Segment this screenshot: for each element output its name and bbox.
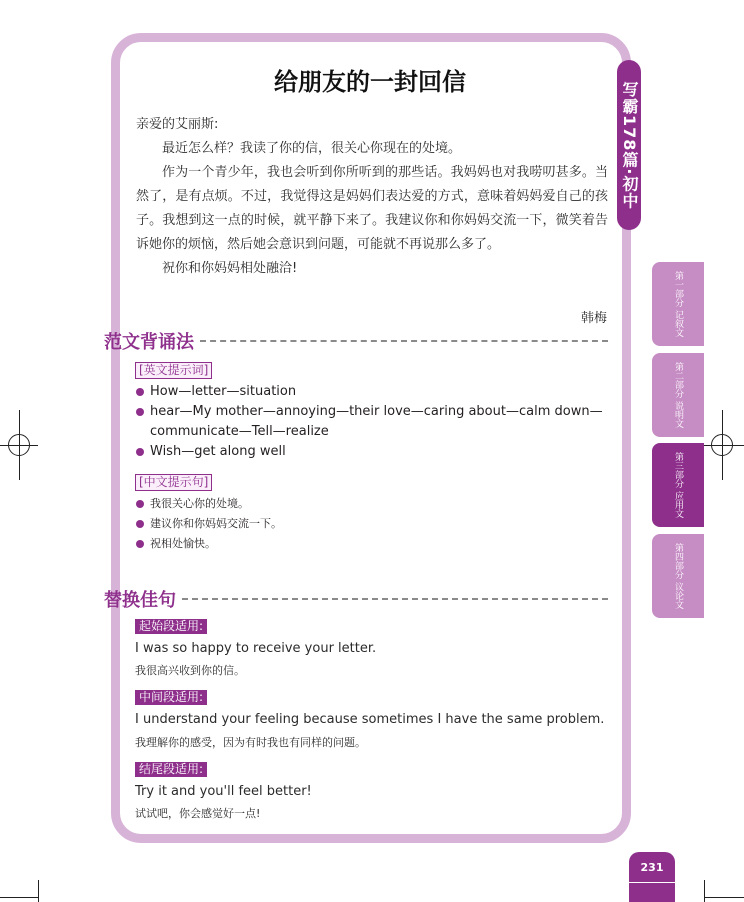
chinese-sentences-tag: [中文提示句] [135,474,212,491]
book-side-title: 写霸178篇·初中 [617,60,641,230]
letter-body [136,113,608,281]
chinese-translation: 我理解你的感受，因为有时我也有同样的问题。 [135,736,366,749]
crop-mark [704,897,744,898]
chinese-translation: 我很高兴收到你的信。 [135,664,245,677]
closing-tag: 结尾段适用: [135,762,207,777]
list-item: Wish—get along well [135,442,615,462]
section-heading-text: 范文背诵法 [104,332,194,353]
section-heading-recitation [104,329,608,353]
letter-signature: 韩梅 [580,311,607,326]
bullet-icon [136,520,144,528]
list-item: 祝相处愉快。 [135,534,615,554]
list-item: How—letter—situation [135,382,615,402]
page-number: 231 [629,852,675,902]
letter-paragraph: 最近怎么样？我读了你的信，很关心你现在的处境。 [162,141,462,156]
english-sentence: Try it and you'll feel better! [135,784,312,799]
crop-mark [0,897,38,898]
opening-tag: 起始段适用: [135,619,207,634]
english-keywords-tag: [英文提示词] [135,362,212,379]
crop-mark [704,880,705,902]
page-title: 给朋友的一封回信 [274,68,466,96]
bullet-icon [136,500,144,508]
english-keywords-list [135,382,615,462]
english-sentence: I understand your feeling because sometimes I have the same problem. [135,712,605,727]
list-item: hear—My mother—annoying—their love—caring about—calm down—communicate—Tell—realize [135,402,615,442]
bullet-icon [136,540,144,548]
list-item: 建议你和你妈妈交流一下。 [135,514,615,534]
section-heading-replacement [104,587,608,611]
letter-paragraph: 祝你和你妈妈相处融洽! [162,261,298,276]
english-sentence: I was so happy to receive your letter. [135,641,377,656]
bullet-icon [136,448,144,456]
tab-expository[interactable]: 第二部分 说明文 [652,353,704,437]
chinese-sentences-list [135,494,615,554]
bullet-icon [136,388,144,396]
crop-mark [38,880,39,902]
bullet-icon [136,408,144,416]
dashed-divider [200,340,608,342]
dashed-divider [182,598,608,600]
letter-greeting: 亲爱的艾丽斯: [136,117,219,132]
tab-argumentative[interactable]: 第四部分 议论文 [652,534,704,618]
letter-paragraph: 作为一个青少年，我也会听到你所听到的那些话。我妈妈也对我唠叨甚多。当然了，是有点烦。不过，我觉得这是妈妈们表达爱的方式，意味着妈妈爱自己的孩子。我想到这一点的时候，就平静下来了。我建议你和你妈妈交流一下，微笑着告诉她你的烦恼，然后她会意识到问题，可能就不再说那么多了。 [136,165,608,252]
middle-tag: 中间段适用: [135,690,207,705]
chinese-translation: 试试吧，你会感觉好一点! [135,807,261,820]
tab-narrative[interactable]: 第一部分 记叙文 [652,262,704,346]
section-heading-text: 替换佳句 [104,590,176,611]
list-item: 我很关心你的处境。 [135,494,615,514]
tab-practical[interactable]: 第三部分 应用文 [652,443,704,527]
